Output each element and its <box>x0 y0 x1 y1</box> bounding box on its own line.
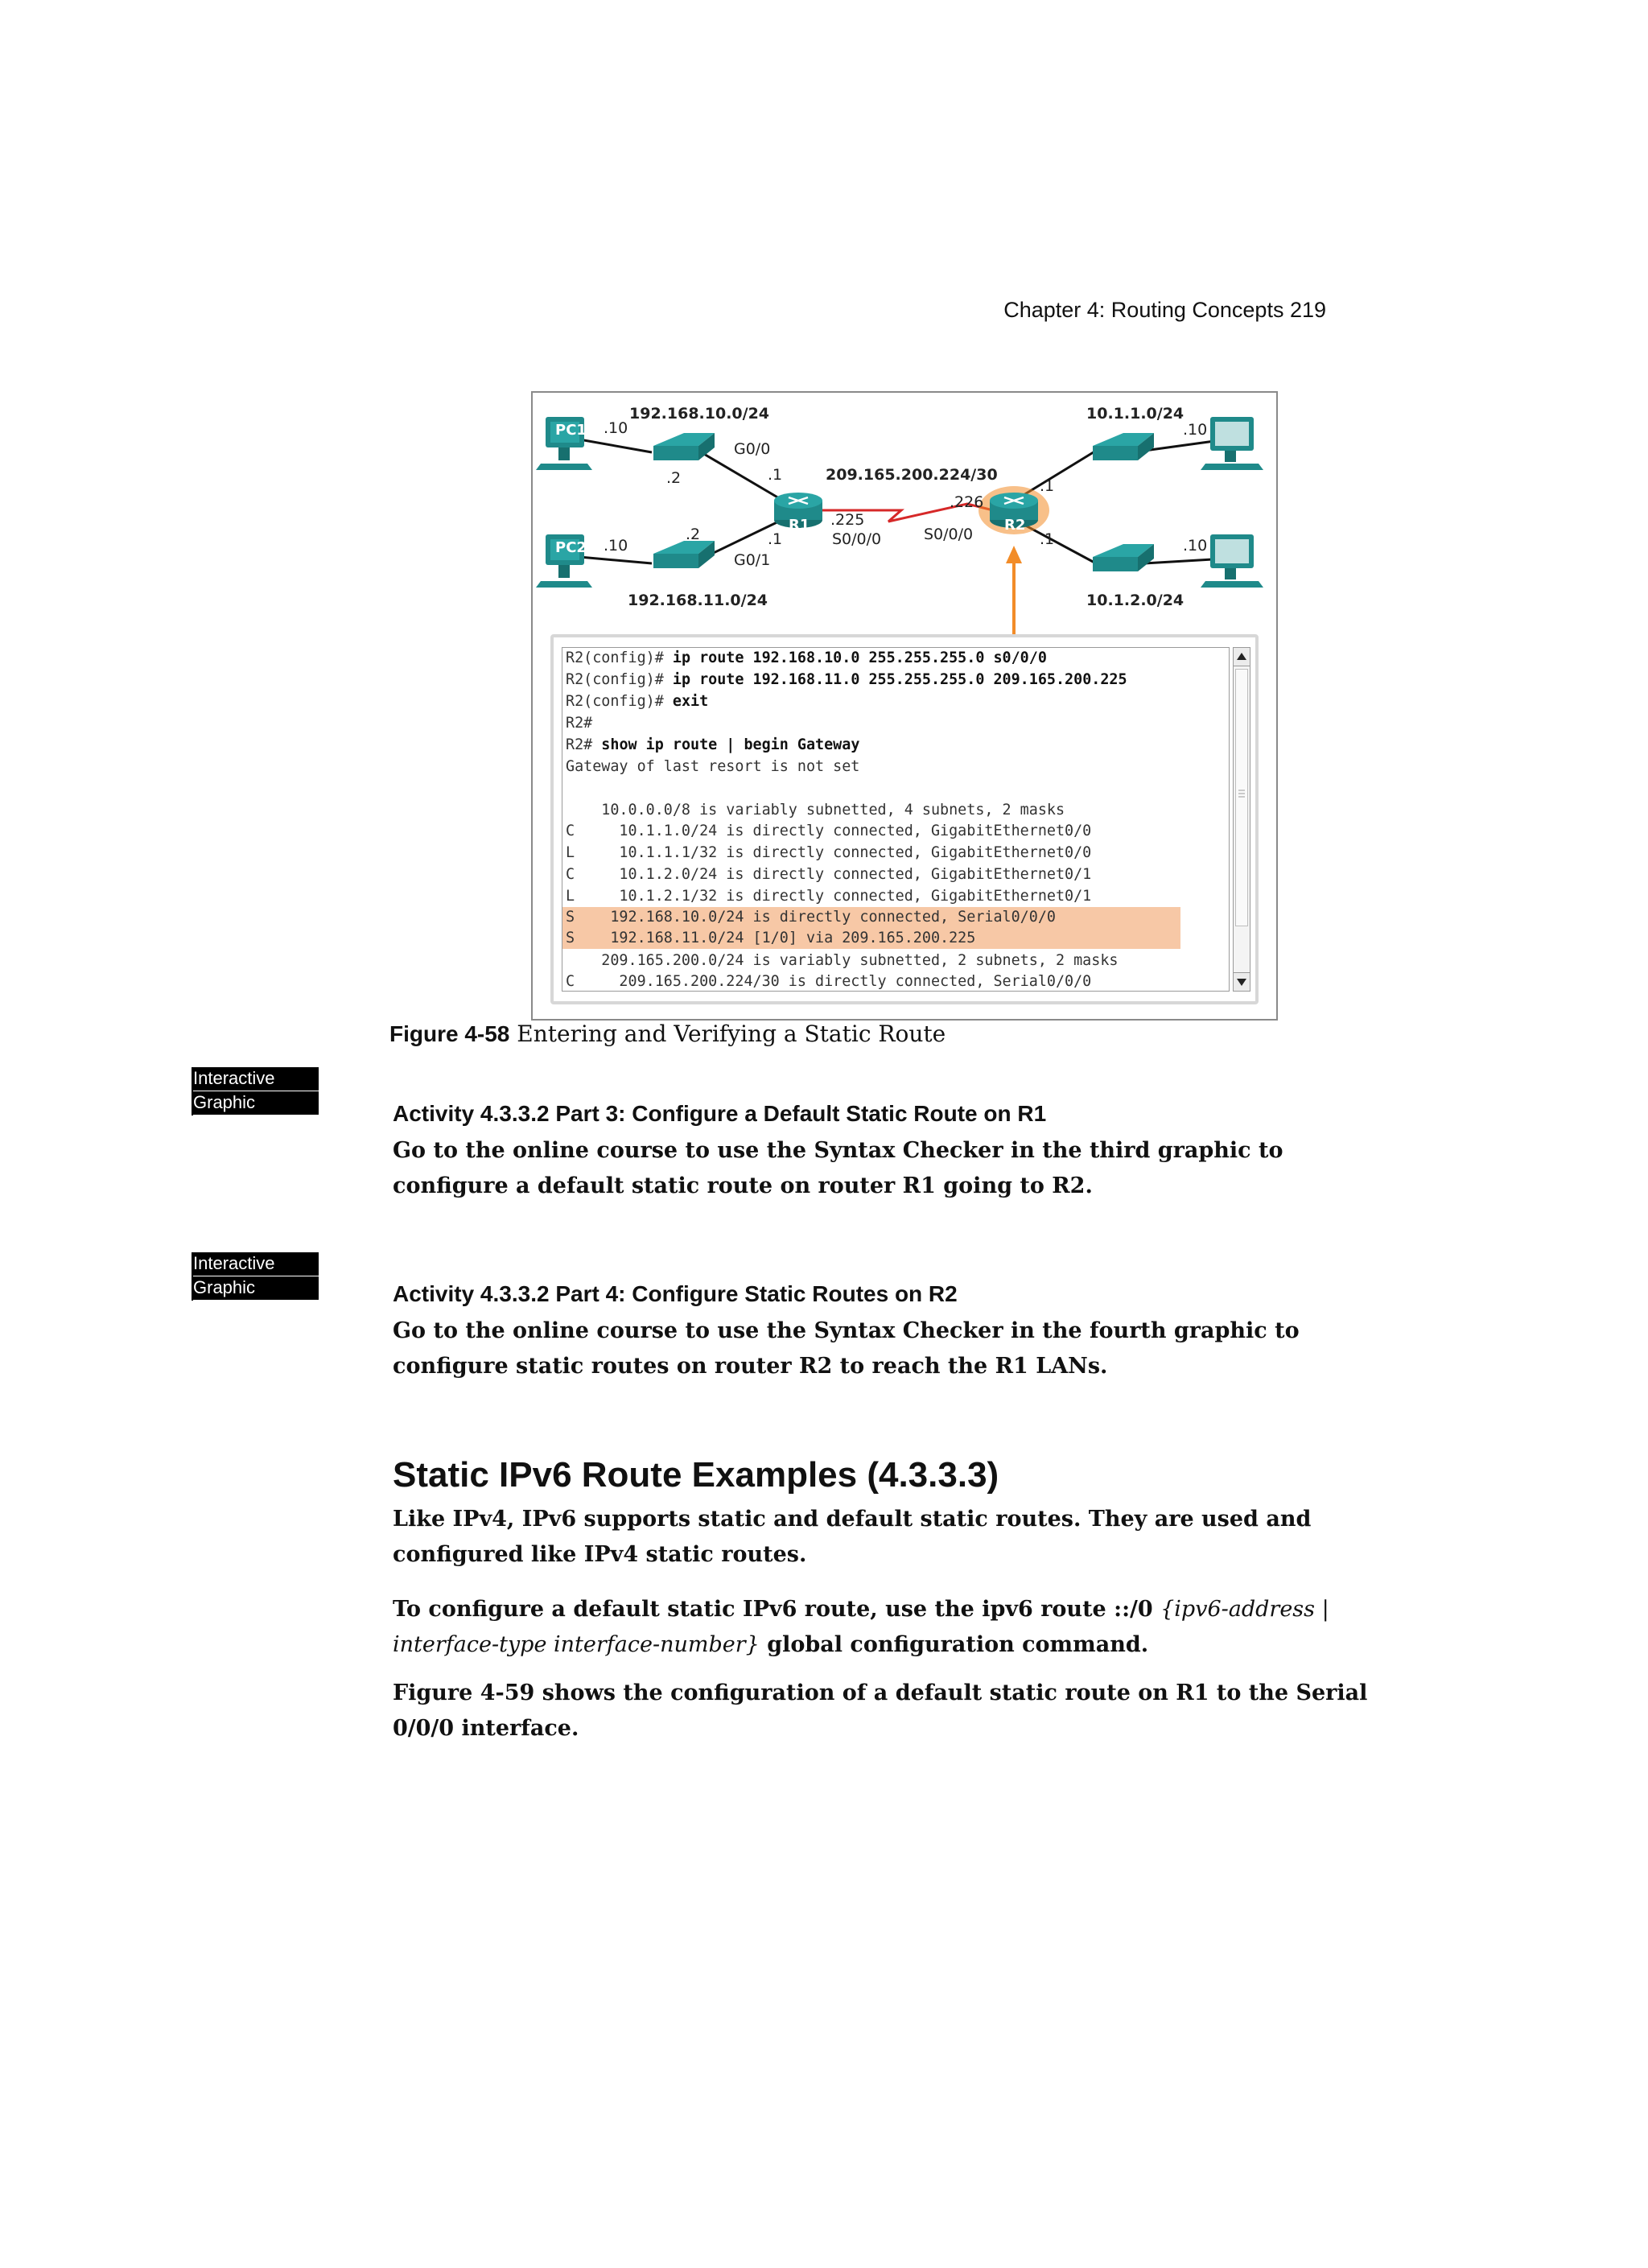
interactive-graphic-badge[interactable]: Interactive Graphic <box>192 1067 319 1115</box>
scroll-thumb[interactable] <box>1235 669 1248 926</box>
terminal-line: C 10.1.2.0/24 is directly connected, GigabitEthernet0/1 <box>566 866 1092 883</box>
figure-4-58 <box>531 391 1278 1021</box>
r2-wan-host: .226 <box>950 493 984 511</box>
activity-body: Go to the online course to use the Syntax Checker in the fourth graphic to configure static routes on router R2 to reach the R1 LANs. <box>393 1318 1300 1379</box>
activity-heading: Activity 4.3.3.2 Part 3: Configure a Default Static Route on R1 <box>393 1101 1047 1126</box>
interactive-graphic-badge[interactable]: Interactive Graphic <box>192 1252 319 1301</box>
paragraph: To configure a default static IPv6 route, use the ipv6 route ::/0 {ipv6-address | interface-type interface-number} global configuration command. <box>393 1597 1329 1657</box>
lan-label-10-1-2: 10.1.2.0/24 <box>1086 592 1184 609</box>
r1-label: R1 <box>789 517 810 534</box>
terminal-output <box>562 647 1230 992</box>
terminal-line: C 209.165.200.224/30 is directly connected, Serial0/0/0 <box>566 973 1092 990</box>
paragraph: Like IPv4, IPv6 supports static and default static routes. They are used and configured like IPv4 static routes. <box>393 1507 1312 1567</box>
terminal-line: 209.165.200.0/24 is variably subnetted, 2 subnets, 2 masks <box>566 952 1119 969</box>
lan-label-10-1-1: 10.1.1.0/24 <box>1086 405 1184 423</box>
terminal-line: R2(config)# ip route 192.168.10.0 255.255.255.0 s0/0/0 <box>566 649 1047 666</box>
section-title: Static IPv6 Route Examples (4.3.3.3) <box>393 1455 999 1495</box>
link-pc2-sw2 <box>579 557 652 563</box>
activity-heading: Activity 4.3.3.2 Part 4: Configure Static Routes on R2 <box>393 1281 958 1306</box>
lan-label-192-168-11: 192.168.11.0/24 <box>628 592 768 609</box>
pc1-label: PC1 <box>555 422 587 439</box>
running-head: Chapter 4: Routing Concepts 219 <box>1003 298 1326 322</box>
terminal-line: L 10.1.1.1/32 is directly connected, GigabitEthernet0/0 <box>566 844 1092 861</box>
r2-s000-label: S0/0/0 <box>924 526 974 543</box>
pc4-icon <box>1201 534 1263 588</box>
switch2-icon <box>653 541 715 568</box>
r1-g00-label: G0/0 <box>734 440 771 458</box>
terminal-line: R2(config)# exit <box>566 693 709 710</box>
pc3-icon <box>1201 417 1263 470</box>
r2-top-host: .1 <box>1040 477 1055 495</box>
arrow-head <box>1006 546 1022 563</box>
terminal-line: R2(config)# ip route 192.168.11.0 255.255.255.0 209.165.200.225 <box>566 671 1127 688</box>
r1-g01-host: .1 <box>768 530 783 548</box>
wan-label: 209.165.200.224/30 <box>826 466 998 484</box>
terminal-line: L 10.1.2.1/32 is directly connected, GigabitEthernet0/1 <box>566 888 1092 905</box>
terminal-scrollbar[interactable] <box>1233 647 1250 992</box>
pc4-host: .10 <box>1183 537 1208 555</box>
terminal-line: Gateway of last resort is not set <box>566 758 860 775</box>
activity-body: Go to the online course to use the Syntax Checker in the third graphic to configure a default static route on router R1 going to R2. <box>393 1138 1283 1198</box>
terminal-line: R2# <box>566 715 593 732</box>
switch3-icon <box>1093 433 1154 460</box>
terminal-line: R2# show ip route | begin Gateway <box>566 736 860 753</box>
figure-caption: Figure 4-58 Entering and Verifying a Static Route <box>389 1021 946 1047</box>
terminal-line: S 192.168.10.0/24 is directly connected, Serial0/0/0 <box>566 909 1056 926</box>
lan-label-192-168-10: 192.168.10.0/24 <box>629 405 770 423</box>
pc1-host: .10 <box>604 419 628 437</box>
r1-s000-label: S0/0/0 <box>832 530 882 548</box>
network-topology-diagram <box>533 393 1276 634</box>
pc2-label: PC2 <box>555 539 587 556</box>
r1-g01-label: G0/1 <box>734 551 771 569</box>
r2-bottom-host: .1 <box>1040 530 1055 548</box>
switch1-icon <box>653 433 715 460</box>
pc3-host: .10 <box>1183 421 1208 439</box>
scroll-up-icon[interactable] <box>1234 648 1250 666</box>
r2-label: R2 <box>1004 517 1026 534</box>
r1-g00-host: .1 <box>768 466 783 484</box>
terminal-line: C 10.1.1.0/24 is directly connected, GigabitEthernet0/0 <box>566 823 1092 839</box>
link-pc1-sw1 <box>579 439 652 452</box>
paragraph: Figure 4-59 shows the configuration of a default static route on R1 to the Serial 0/0/0 interface. <box>393 1680 1368 1741</box>
r1-wan-host: .225 <box>830 511 865 529</box>
switch4-icon <box>1093 544 1154 571</box>
terminal-line: S 192.168.11.0/24 [1/0] via 209.165.200.225 <box>566 930 976 946</box>
sw2-host: .2 <box>686 526 701 543</box>
sw1-host: .2 <box>666 469 682 487</box>
scroll-down-icon[interactable] <box>1234 972 1250 991</box>
terminal-line: 10.0.0.0/8 is variably subnetted, 4 subnets, 2 masks <box>566 802 1065 819</box>
pc2-host: .10 <box>604 537 628 555</box>
terminal-window <box>550 634 1259 1004</box>
